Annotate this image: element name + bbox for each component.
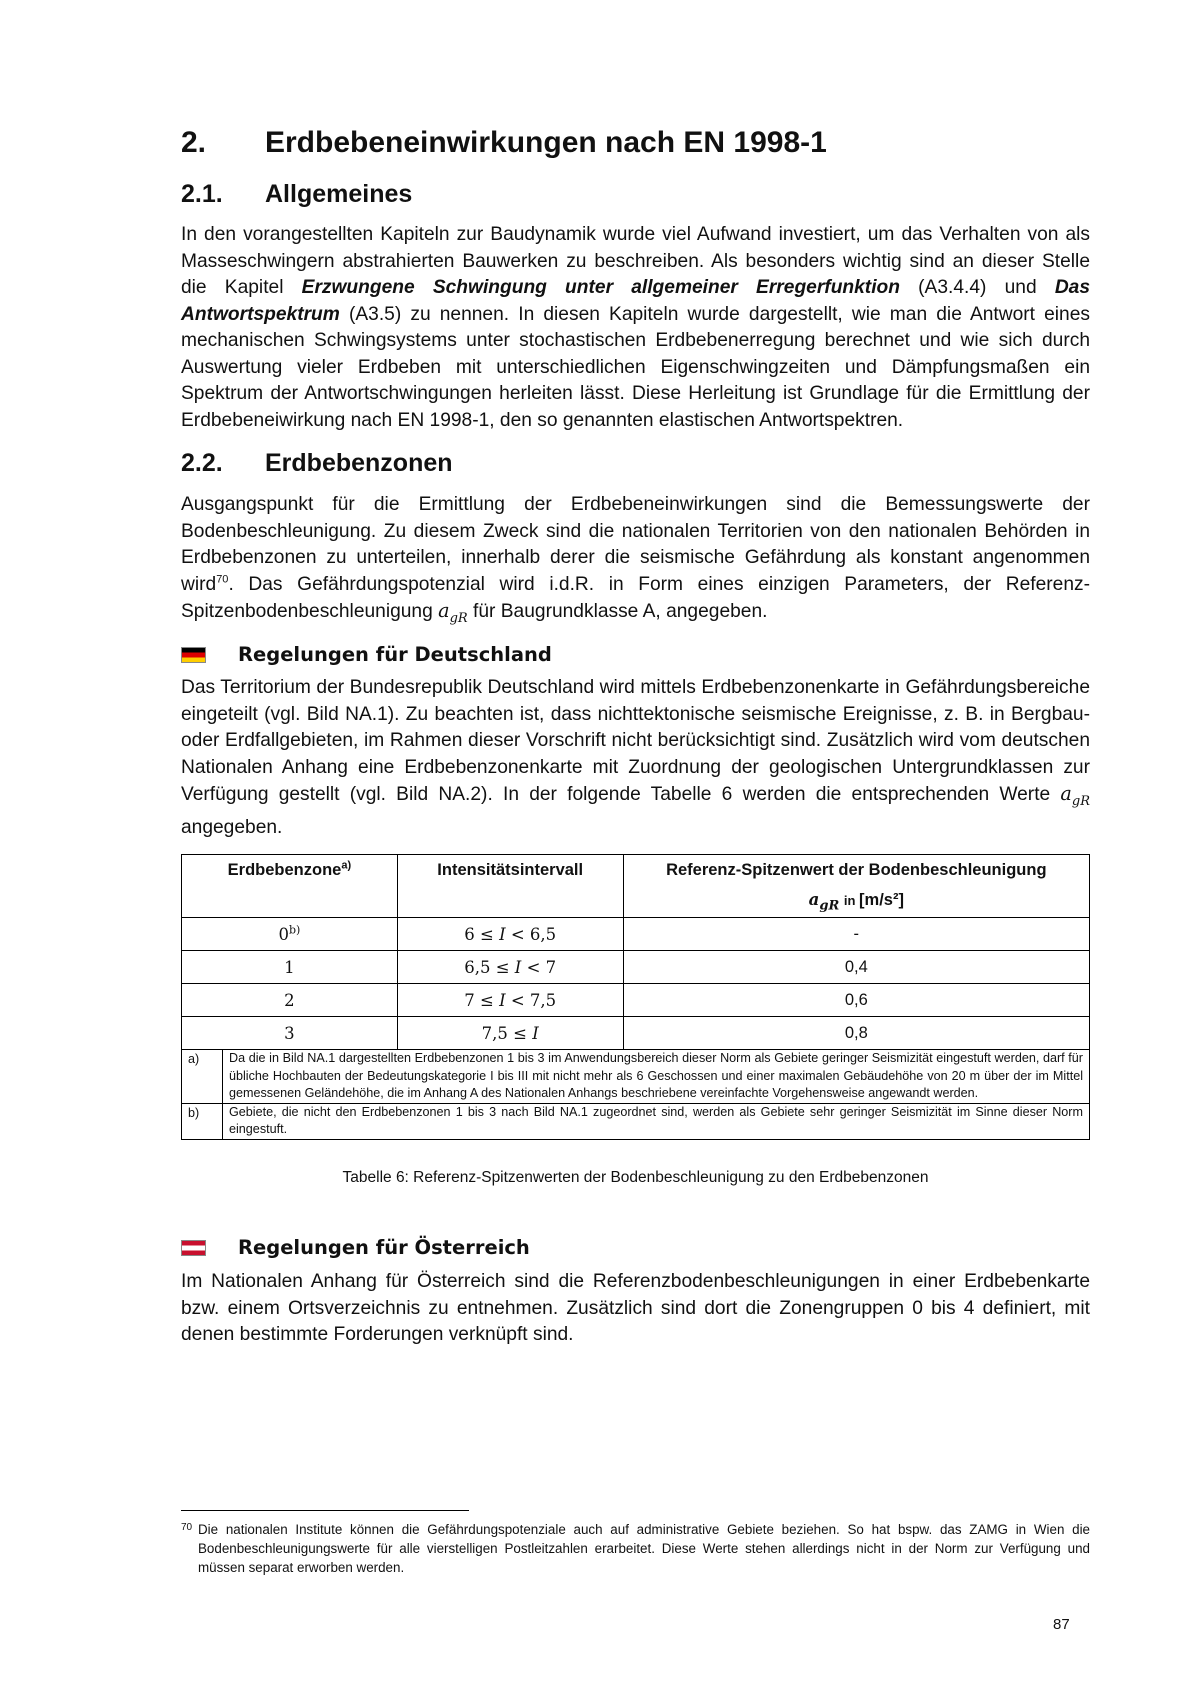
note-reference: b) <box>288 923 301 936</box>
footnote-70 <box>181 1520 1090 1577</box>
footnote-reference[interactable]: 70 <box>216 573 229 586</box>
header-text: Erdbebenzone <box>227 861 342 879</box>
table-notes <box>181 1049 1090 1140</box>
footnote-text: Die nationalen Institute können die Gefährdungspotenziale auch auf administrative Gebiete beziehen. So hat bspw. das ZAMG in Wien die Bodenbeschleunigungswerte für alle vierstelligen Postleitzahlen erarbeitet. Diese Werte stehen allerdings nicht in der Norm zur Verfügung und müssen separat erworben werden. <box>198 1522 1090 1575</box>
table-row <box>182 951 1090 984</box>
subsection-number: 2.2. <box>181 449 223 477</box>
acceleration-value: 0,4 <box>844 957 868 976</box>
acceleration-value: 0,8 <box>844 1023 868 1042</box>
text-run: In den vorangestellten Kapiteln zur Baudynamik wurde viel Aufwand investiert, um das Verhalten von als Masseschwingern abstrahierten Bauwerken zu beschreiben. Als besonders wichtig sind an dieser Stelle die Kapitel <box>181 224 1090 298</box>
note-text: Da die in Bild NA.1 dargestellten Erdbebenzonen 1 bis 3 im Anwendungsbereich dieser Norm als Gebiete geringer Seismizität eingestuft werden, darf für übliche Hochbauten der Bedeutungskategorie I bis III mit nicht mehr als 6 Geschossen und einer maximalen Gebäudehöhe von 20 m über der im Mittel gemessenen Geländehöhe, die im Anhang A des Nationalen Anhangs beschriebene vereinfachte Vorgehensweise angewandt werden. <box>223 1050 1090 1104</box>
heading-austria <box>181 1236 530 1259</box>
subsection-heading-allgemeines <box>181 180 412 209</box>
page-number: 87 <box>1053 1616 1070 1633</box>
footnote-separator <box>181 1510 469 1511</box>
intensity-symbol: I <box>532 1023 539 1043</box>
acceleration-cell <box>623 1017 1089 1050</box>
footnote-mark: 70 <box>181 1522 193 1533</box>
section-title: Erdbebeneinwirkungen nach EN 1998-1 <box>265 126 827 159</box>
interval-lower: 6,5 ≤ <box>464 957 515 977</box>
interval-cell <box>397 951 623 984</box>
germany-flag-icon <box>181 647 206 663</box>
paragraph-allgemeines <box>181 222 1090 434</box>
zone-value: 3 <box>284 1023 295 1043</box>
unit: [m/s²] <box>859 891 904 909</box>
note-key: b) <box>182 1103 223 1139</box>
math-subscript: gR <box>1071 793 1090 809</box>
zones-table <box>181 854 1090 1050</box>
intensity-symbol: I <box>514 957 522 977</box>
subsection-title: Allgemeines <box>265 180 413 208</box>
table-row <box>182 918 1090 951</box>
interval-upper: < 6,5 <box>505 924 557 944</box>
note-text: Gebiete, die nicht den Erdbebenzonen 1 bis 3 nach Bild NA.1 zugeordnet sind, werden als Gebiete sehr geringer Seismizität im Sinne dieser Norm eingestuft. <box>223 1103 1090 1139</box>
text-run: (A3.5) zu nennen. In diesen Kapiteln wurde dargestellt, wie man die Antwort eines mechanischen Schwingsystems unter stochastischen Erdbebenerregung berechnet und wie sich durch Auswertung vieler Erdbeben mit unterschiedlichen Eigenschwingzeiten und Dämpfungsmaßen ein Spektrum der Antwortschwingungen herleiten lässt. Diese Herleitung ist Grundlage für die Ermittlung der Erdbebeneiwirkung nach EN 1998-1, den so genannten elastischen Antwortspektren. <box>181 303 1090 431</box>
table-note-row <box>182 1103 1090 1139</box>
text-run: angegeben. <box>181 817 283 839</box>
zone-cell <box>182 1017 398 1050</box>
acceleration-cell <box>623 951 1089 984</box>
section-heading <box>181 126 827 160</box>
heading-germany <box>181 643 552 666</box>
zone-cell <box>182 951 398 984</box>
note-reference: a) <box>341 859 352 872</box>
paragraph-erdbebenzonen <box>181 492 1090 632</box>
table-row <box>182 1017 1090 1050</box>
agr-symbol <box>808 890 840 914</box>
math-base: a <box>808 890 820 909</box>
subsection-heading-erdbebenzonen <box>181 449 453 478</box>
table-caption: Tabelle 6: Referenz-Spitzenwerten der Bodenbeschleunigung zu den Erdbebenzonen <box>342 1169 929 1186</box>
zone-value: 0 <box>278 924 289 944</box>
column-header-zone <box>182 855 398 918</box>
text-run: Ausgangspunkt für die Ermittlung der Erdbebeneinwirkungen sind die Bemessungswerte der Bodenbeschleunigung. Zu diesem Zweck sind die nationalen Territorien von den nationalen Behörden in Erdbebenzonen zu unterteilen, innerhalb derer die seismische Gefährdung als konstant angenommen wird <box>181 494 1090 595</box>
zone-cell <box>182 918 398 951</box>
zone-value: 1 <box>284 957 295 977</box>
interval-lower: 7,5 ≤ <box>481 1023 533 1043</box>
header-text: Intensitätsintervall <box>437 861 584 879</box>
paragraph-germany <box>181 675 1090 842</box>
text-run: für Baugrundklasse A, angegeben. <box>467 601 768 622</box>
chapter-reference: Erzwungene Schwingung unter allgemeiner Erregerfunktion <box>301 277 900 298</box>
text-run: (A3.4.4) und <box>899 277 1055 298</box>
interval-upper: < 7,5 <box>505 990 557 1010</box>
table-header-row <box>182 855 1090 918</box>
zone-cell <box>182 984 398 1017</box>
text-run: . Das Gefährdungspotenzial wird i.d.R. in Form eines einzigen Parameters, der Referenz-Spitzenbodenbeschleunigung <box>181 573 1090 622</box>
unit-prefix: in <box>843 893 860 908</box>
math-subscript: gR <box>449 610 468 626</box>
interval-cell <box>397 984 623 1017</box>
intensity-symbol: I <box>499 924 506 944</box>
table-row <box>182 984 1090 1017</box>
column-header-interval <box>397 855 623 918</box>
interval-lower: 7 ≤ <box>464 990 500 1010</box>
paragraph-austria: Im Nationalen Anhang für Österreich sind die Referenzbodenbeschleunigungen in einer Erdbebenkarte bzw. einem Ortsverzeichnis zu entnehmen. Zusätzlich sind dort die Zonengruppen 0 bis 4 definiert, mit denen bestimmte Forderungen verknüpft sind. <box>181 1271 1090 1345</box>
interval-cell <box>397 918 623 951</box>
math-subscript: gR <box>819 898 840 914</box>
math-base: a <box>438 599 450 622</box>
agr-symbol <box>1060 782 1090 809</box>
zone-value: 2 <box>284 990 295 1010</box>
text-run: Das Territorium der Bundesrepublik Deutschland wird mittels Erdbebenzonenkarte in Gefährdungsbereiche eingeteilt (vgl. Bild NA.1). Zu beachten ist, dass nichttektonische seismische Ereignisse, z. B. in Bergbau- oder Erdfallgebieten, im Rahmen dieser Vorschrift nicht berücksichtigt sind. Zusätzlich wird vom deutschen Nationalen Anhang eine Erdbebenzonenkarte mit Zuordnung der geologischen Untergrundklassen zur Verfügung gestellt (vgl. Bild NA.2). In der folgende Tabelle 6 werden die entsprechenden Werte <box>181 677 1090 805</box>
interval-upper: < 7 <box>521 957 557 977</box>
note-key: a) <box>182 1050 223 1104</box>
intensity-symbol: I <box>499 990 506 1010</box>
interval-lower: 6 ≤ <box>464 924 500 944</box>
acceleration-cell <box>623 918 1089 951</box>
heading-text: Regelungen für Österreich <box>238 1236 530 1259</box>
column-header-reference-value <box>623 855 1089 918</box>
agr-symbol <box>438 599 468 626</box>
header-text: Referenz-Spitzenwert der Bodenbeschleunigung <box>666 861 1047 879</box>
chapter-reference: Das Antwortspektrum <box>181 277 1091 325</box>
acceleration-cell <box>623 984 1089 1017</box>
section-number: 2. <box>181 126 207 159</box>
austria-flag-icon <box>181 1240 206 1256</box>
interval-cell <box>397 1017 623 1050</box>
math-base: a <box>1060 782 1072 805</box>
subsection-number: 2.1. <box>181 180 223 208</box>
acceleration-value: - <box>853 924 860 943</box>
subsection-title: Erdbebenzonen <box>265 449 453 477</box>
heading-text: Regelungen für Deutschland <box>238 643 552 666</box>
acceleration-value: 0,6 <box>844 990 868 1009</box>
table-note-row <box>182 1050 1090 1104</box>
